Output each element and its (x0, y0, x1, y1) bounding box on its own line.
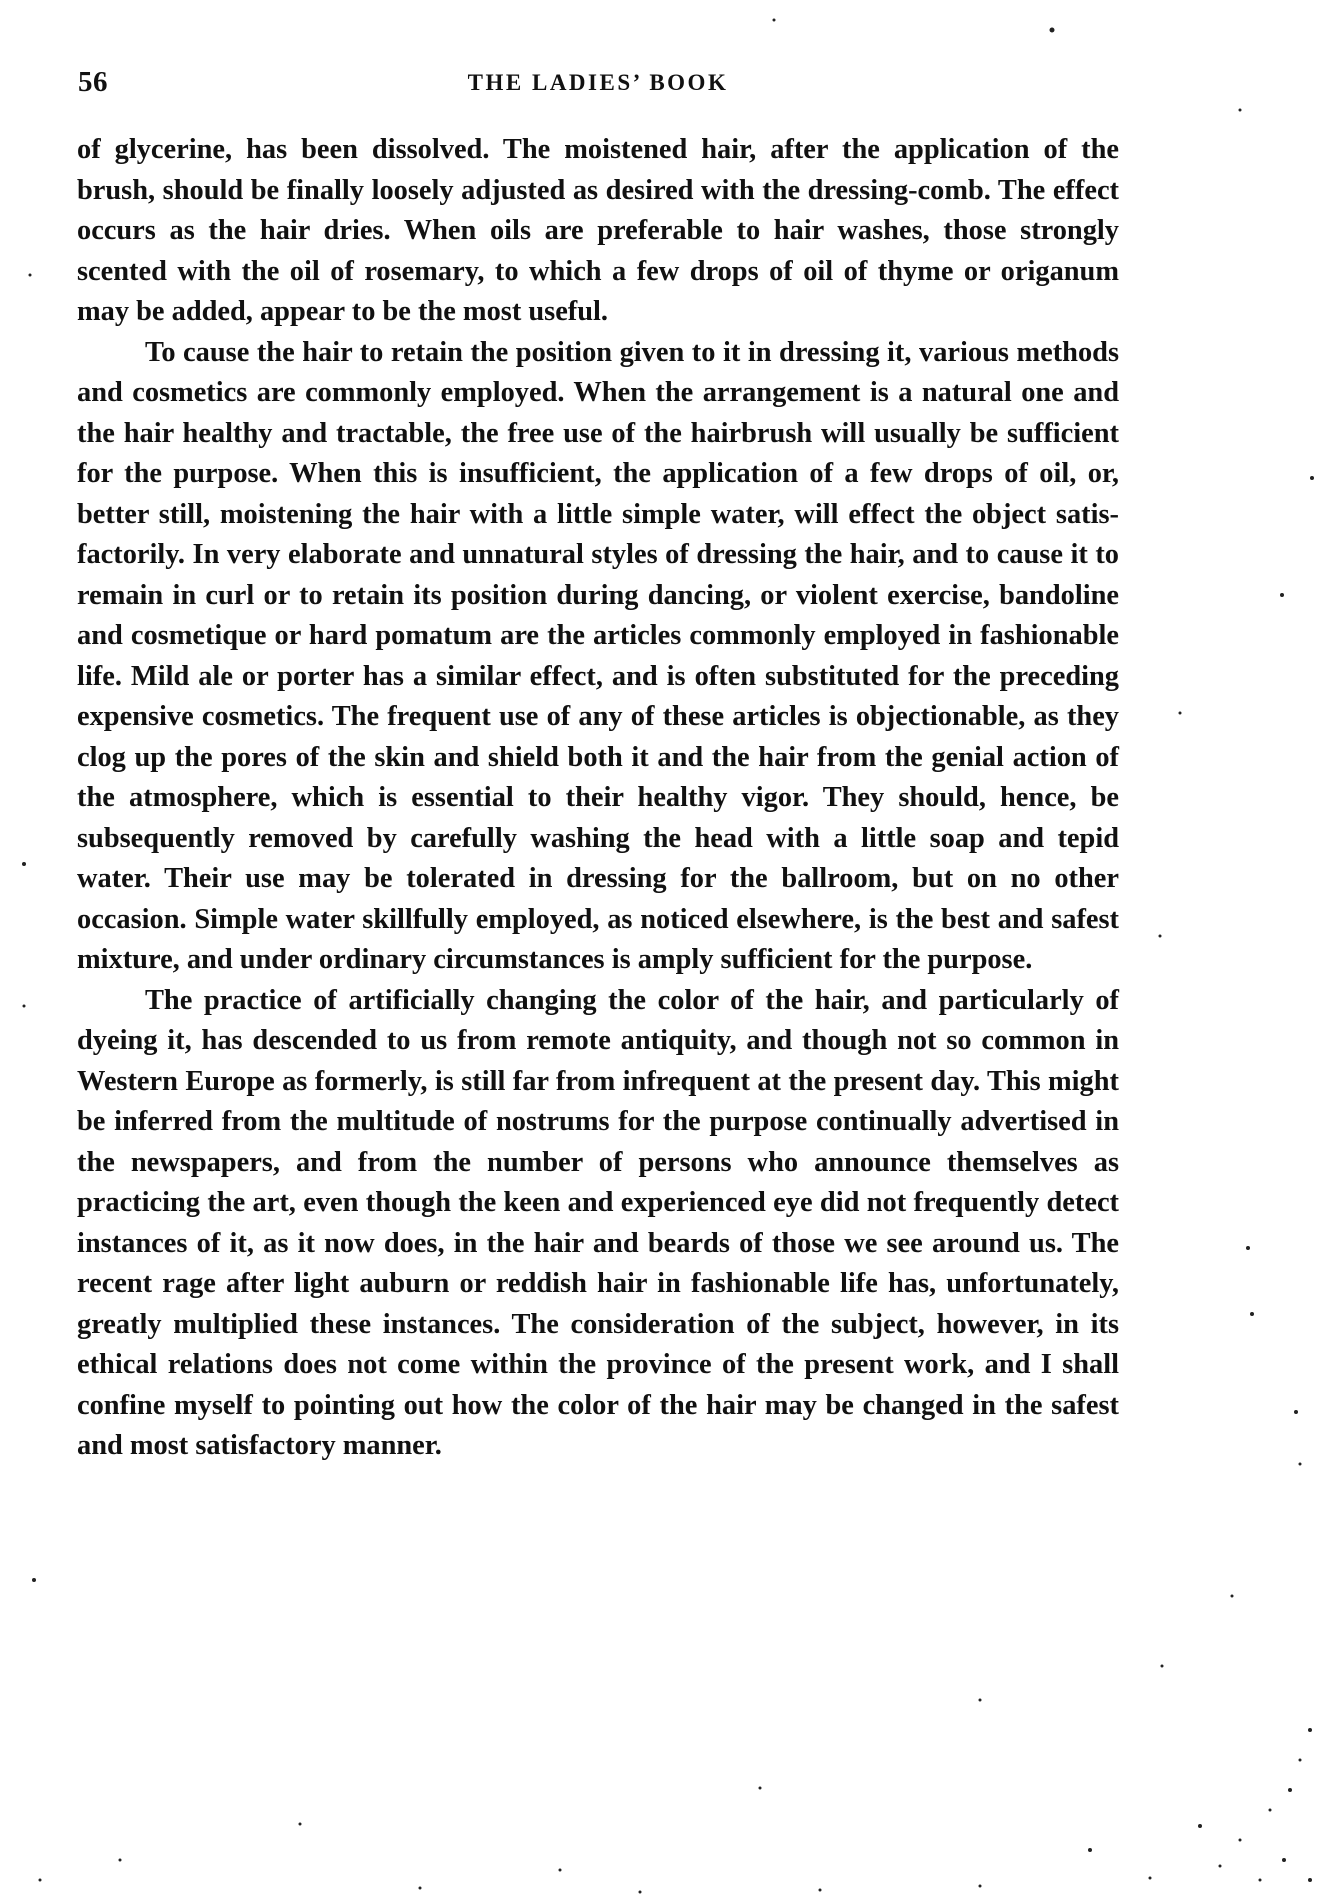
page-header (78, 66, 1118, 106)
paragraph-1: of glycerine, has been dissolved. The moistened hair, after the application of the brush, should be finally loosely adjusted as desired with the dressing-comb. The effect occurs as the hair dries. When oils are preferable to hair washes, those strongly scented with the oil of rosemary, to which a few drops of oil of thyme or origanum may be added, appear to be the most useful. (77, 134, 1119, 327)
running-head: THE LADIES’ BOOK (467, 70, 729, 95)
page-number: 56 (78, 66, 108, 98)
paragraph-2: To cause the hair to retain the position given to it in dressing it, various methods and cosmetics are commonly employed. When the arrangement is a natural one and the hair healthy and tractable, the free use of the hairbrush will usually be sufficient for the purpose. When this is insufficient, the application of a few drops of oil, or, better still, moistening the hair with a little simple water, will effect the object satisfactorily. In very elaborate and unnatural styles of dressing the hair, and to cause it to remain in curl or to retain its position during dancing, or violent exercise, bandoline and cosmetique or hard pomatum are the articles commonly employed in fashionable life. Mild ale or porter has a similar effect, and is often substituted for the preceding expensive cosmetics. The frequent use of any of these articles is objectionable, as they clog up the pores of the skin and shield both it and the hair from the genial action of the atmosphere, which is essential to their healthy vigor. They should, hence, be subsequently removed by carefully washing the head with a little soap and tepid water. Their use may be tolerated in dressing for the ballroom, but on no other occasion. Simple water skillfully employed, as noticed elsewhere, is the best and safest mixture, and under ordinary circumstances is amply sufficient for the purpose. (77, 336, 1119, 975)
body-text (77, 130, 1119, 1467)
paragraph-3: The practice of artificially changing the color of the hair, and particularly of dyeing it, has descended to us from remote antiquity, and though not so common in Western Europe as formerly, is still far from infrequent at the present day. This might be inferred from the multitude of nostrums for the purpose continually advertised in the newspapers, and from the number of persons who announce themselves as practicing the art, even though the keen and experienced eye did not frequently detect instances of it, as it now does, in the hair and beards of those we see around us. The recent rage after light auburn or reddish hair in fashionable life has, unfortunately, greatly multiplied these instances. The consideration of the subject, however, in its ethical relations does not come within the province of the present work, and I shall confine myself to pointing out how the color of the hair may be changed in the safest and most satisfactory manner. (77, 984, 1119, 1461)
